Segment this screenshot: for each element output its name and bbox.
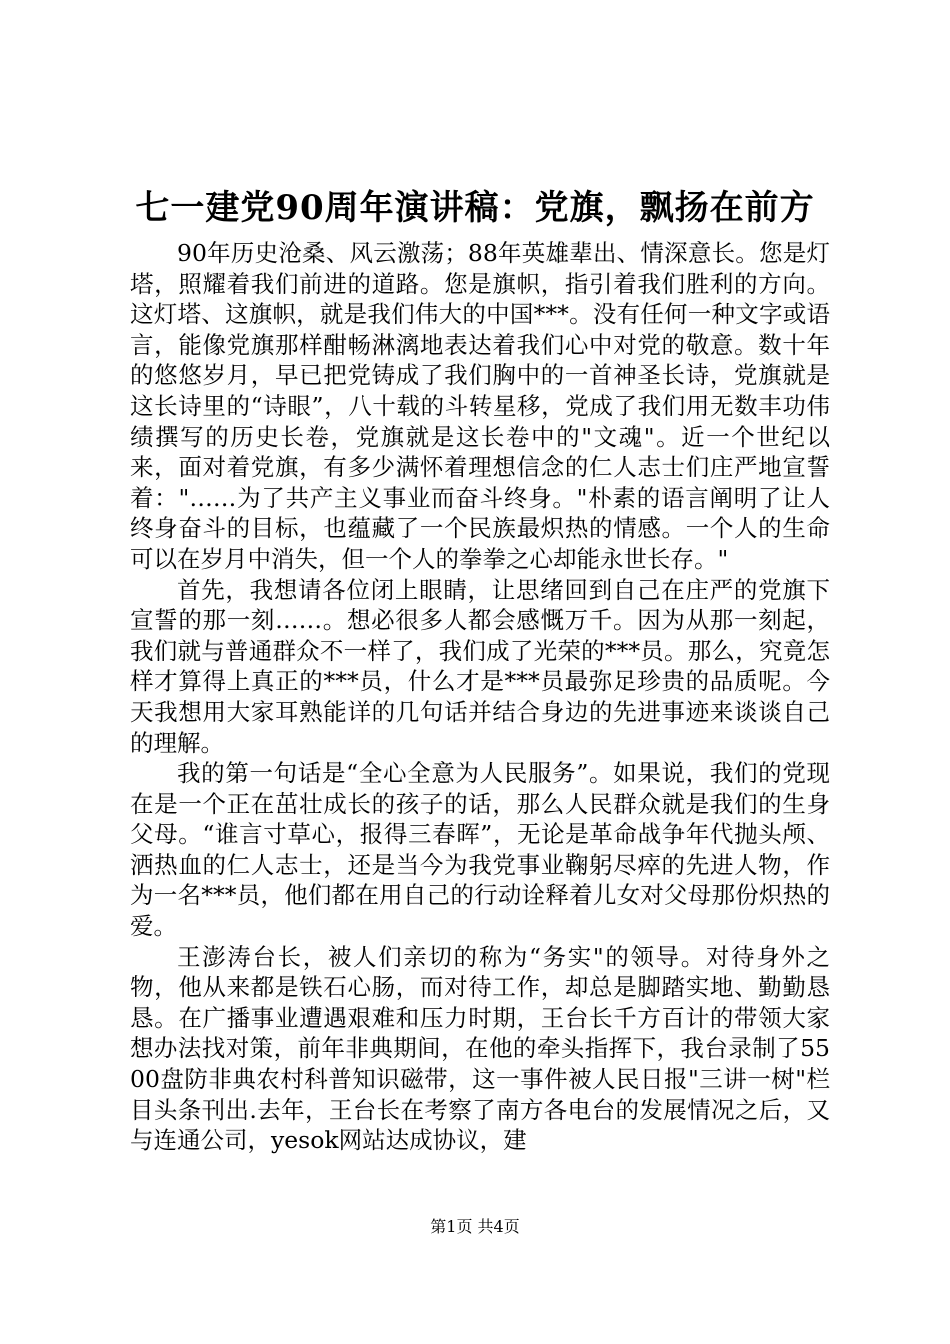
document-body [130,238,830,1156]
document-title: 七一建党90周年演讲稿：党旗，飘扬在前方 [135,188,815,228]
paragraph: 王澎涛台长，被人们亲切的称为“务实"的领导。对待身外之物，他从来都是铁石心肠，而对待工作，却总是脚踏实地、勤勤恳恳。在广播事业遭遇艰难和压力时期，王台长千方百计的带领大家想办法找对策，前年非典期间，在他的牵头指挥下，我台录制了5500盘防非典农村科普知识磁带，这一事件被人民日报"三讲一树"栏目头条刊出.去年，王台长在考察了南方各电台的发展情况之后，又与连通公司，yesok网站达成协议，建 [130,942,830,1155]
paragraph: 90年历史沧桑、风云激荡；88年英雄辈出、情深意长。您是灯塔，照耀着我们前进的道路。您是旗帜，指引着我们胜利的方向。这灯塔、这旗帜，就是我们伟大的中国***。没有任何一种文字或语言，能像党旗那样酣畅淋漓地表达着我们心中对党的敬意。数十年的悠悠岁月，早已把党铸成了我们胸中的一首神圣长诗，党旗就是这长诗里的“诗眼”，八十载的斗转星移，党成了我们用无数丰功伟绩撰写的历史长卷，党旗就是这长卷中的"文魂"。近一个世纪以来，面对着党旗，有多少满怀着理想信念的仁人志士们庄严地宣誓着："……为了共产主义事业而奋斗终身。"朴素的语言阐明了让人终身奋斗的目标，也蕴藏了一个民族最炽热的情感。一个人的生命可以在岁月中消失，但一个人的拳拳之心却能永世长存。" [130,239,830,573]
page-number-footer: 第1页 共4页 [430,1217,520,1236]
paragraph: 我的第一句话是“全心全意为人民服务”。如果说，我们的党现在是一个正在茁壮成长的孩子的话，那么人民群众就是我们的生身父母。“谁言寸草心，报得三春晖”，无论是革命战争年代抛头颅、洒热血的仁人志士，还是当今为我党事业鞠躬尽瘁的先进人物，作为一名***员，他们都在用自己的行动诠释着儿女对父母那份炽热的爱。 [130,759,830,941]
paragraph: 首先，我想请各位闭上眼睛，让思绪回到自己在庄严的党旗下宣誓的那一刻……。想必很多人都会感慨万千。因为从那一刻起，我们就与普通群众不一样了，我们成了光荣的***员。那么，究竟怎样才算得上真正的***员，什么才是***员最弥足珍贵的品质呢。今天我想用大家耳熟能详的几句话并结合身边的先进事迹来谈谈自己的理解。 [130,575,830,757]
